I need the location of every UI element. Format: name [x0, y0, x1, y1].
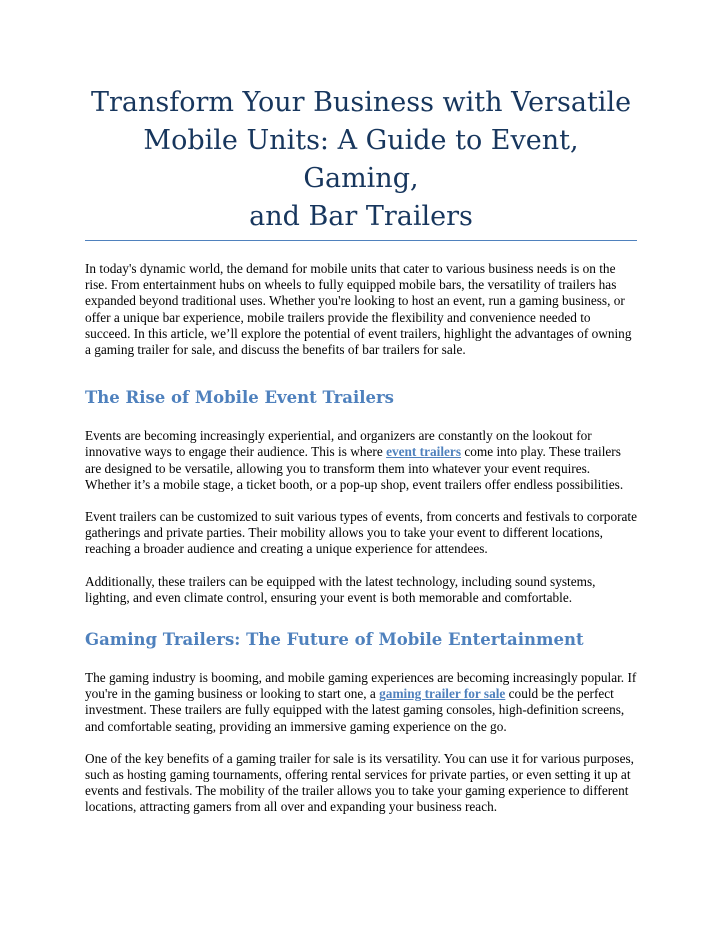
title-line-3: and Bar Trailers: [249, 201, 473, 232]
intro-paragraph: In today's dynamic world, the demand for mobile units that cater to various business needs is on the rise. From entertainment hubs on wheels to fully equipped mobile bars, the versatility of trailers has expanded beyond traditional uses. Whether you're looking to host an event, run a gaming business, or offer a unique bar experience, mobile trailers provide the flexibility and convenience needed to succeed. In this article, we’ll explore the potential of event trailers, highlight the advantages of owning a gaming trailer for sale, and discuss the benefits of bar trailers for sale.: [85, 261, 632, 358]
paragraph-text: The gaming industry is booming, and mobile gaming experiences are becoming increasingly popular. If you're in the gaming business or looking to start one, a: [85, 670, 637, 702]
gaming-trailer-for-sale-link[interactable]: gaming trailer for sale: [379, 686, 506, 702]
document-title: [85, 84, 637, 236]
paragraph-text: could be the perfect investment. These trailers are fully equipped with the latest gaming consoles, high-definition screens, and comfortable seating, providing an immersive gaming experience on the go.: [85, 686, 625, 734]
gaming-trailers-paragraph-1: [85, 670, 637, 735]
document-page: [85, 84, 637, 816]
event-trailers-link[interactable]: event trailers: [386, 444, 462, 460]
gaming-trailers-paragraph-2: One of the key benefits of a gaming trailer for sale is its versatility. You can use it for various purposes, such as hosting gaming tournaments, offering rental services for private parties, or even setting it up at events and festivals. The mobility of the trailer allows you to take your gaming experience to different locations, attracting gamers from all over and expanding your business reach.: [85, 750, 634, 815]
event-trailers-paragraph-3: Additionally, these trailers can be equipped with the latest technology, including sound systems, lighting, and even climate control, ensuring your event is both memorable and comfortable.: [85, 573, 596, 605]
event-trailers-paragraph-1: [85, 428, 637, 493]
paragraph-text: come into play. These trailers are designed to be versatile, allowing you to transform them into whatever your event requires. Whether it’s a mobile stage, a ticket booth, or a pop-up shop, event trailers offer endless possibilities.: [85, 444, 624, 492]
event-trailers-paragraph-2: Event trailers can be customized to suit various types of events, from concerts and festivals to corporate gatherings and private parties. Their mobility allows you to take your event to different locations, reaching a broader audience and creating a unique experience for attendees.: [85, 509, 638, 557]
section-heading-event-trailers: The Rise of Mobile Event Trailers: [85, 388, 394, 408]
paragraph-text: Events are becoming increasingly experiential, and organizers are constantly on the lookout for innovative ways to engage their audience. This is where: [85, 428, 592, 460]
section-heading-gaming-trailers: Gaming Trailers: The Future of Mobile Entertainment: [85, 630, 584, 650]
title-line-1: Transform Your Business with Versatile: [90, 87, 632, 118]
title-divider: [85, 240, 637, 241]
title-line-2: Mobile Units: A Guide to Event, Gaming,: [143, 125, 579, 194]
